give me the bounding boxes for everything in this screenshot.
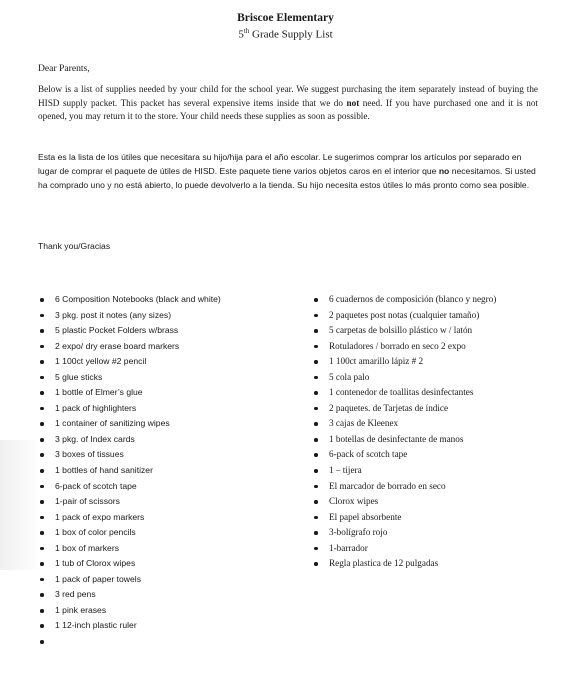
list-subtitle bbox=[0, 27, 571, 41]
supply-list-item: 1 pack of paper towels bbox=[38, 572, 221, 588]
supply-list-spanish bbox=[312, 292, 496, 572]
supply-list-item: 1 pack of expo markers bbox=[38, 510, 221, 526]
subtitle-text: Grade Supply List bbox=[249, 28, 333, 41]
supply-list-item: 1 container of sanitizing wipes bbox=[38, 416, 221, 432]
grade-number: 5 bbox=[238, 28, 244, 41]
supply-list-item: El marcador de borrado en seco bbox=[312, 479, 496, 495]
supply-list-item bbox=[38, 634, 221, 650]
supply-list-item: El papel absorbente bbox=[312, 510, 496, 526]
supply-list-item: 1 botellas de desinfectante de manos bbox=[312, 432, 496, 448]
supply-list-item: 3 pkg. post it notes (any sizes) bbox=[38, 308, 221, 324]
supply-list-item: 3 red pens bbox=[38, 587, 221, 603]
greeting: Dear Parents, bbox=[38, 63, 90, 74]
supply-list-item: 2 paquetes. de Tarjetas de índice bbox=[312, 401, 496, 417]
supply-list-english bbox=[38, 292, 221, 650]
supply-list-item: 1 bottles of hand sanitizer bbox=[38, 463, 221, 479]
supply-list-item: Clorox wipes bbox=[312, 494, 496, 510]
supply-list-item: 3 pkg. of Index cards bbox=[38, 432, 221, 448]
supply-list-item: 1-pair of scissors bbox=[38, 494, 221, 510]
supply-list-item: Regla plastica de 12 pulgadas bbox=[312, 556, 496, 572]
supply-list-item: 2 paquetes post notas (cualquier tamaño) bbox=[312, 308, 496, 324]
english-paragraph bbox=[38, 83, 538, 124]
supply-list-item: 1 pack of highlighters bbox=[38, 401, 221, 417]
supply-list-item: 1 box of markers bbox=[38, 541, 221, 557]
supply-list-item: 5 cola palo bbox=[312, 370, 496, 386]
supply-list-item: 1-barrador bbox=[312, 541, 496, 557]
supply-list-item: 1 tub of Clorox wipes bbox=[38, 556, 221, 572]
closing: Thank you/Gracias bbox=[38, 241, 111, 251]
supply-list-item: 3 boxes of tissues bbox=[38, 447, 221, 463]
english-emphasis: not bbox=[346, 97, 360, 108]
grade-suffix: th bbox=[243, 27, 250, 35]
supply-list-item: 1 pink erases bbox=[38, 603, 221, 619]
spanish-emphasis: no bbox=[438, 166, 450, 177]
supply-list-item: 6-pack of scotch tape bbox=[38, 479, 221, 495]
supply-list-item: 1 100ct amarillo lápiz # 2 bbox=[312, 354, 496, 370]
supply-list-item: 5 plastic Pocket Folders w/brass bbox=[38, 323, 221, 339]
scan-smudge bbox=[0, 440, 40, 570]
supply-list-item: 1 12-inch plastic ruler bbox=[38, 618, 221, 634]
supply-list-item: 3-bolígrafo rojo bbox=[312, 525, 496, 541]
supply-list-item: 1 contenedor de toallitas desinfectantes bbox=[312, 385, 496, 401]
spanish-paragraph bbox=[38, 150, 538, 193]
supply-list-item: 3 cajas de Kleenex bbox=[312, 416, 496, 432]
supply-list-item: 1 bottle of Elmer’s glue bbox=[38, 385, 221, 401]
supply-list-item: 5 carpetas de bolsillo plástico w / latón bbox=[312, 323, 496, 339]
supply-list-item: 6 Composition Notebooks (black and white) bbox=[38, 292, 221, 308]
english-text-part1: Below is a list of supplies needed by your child for the school year. We suggest purchasing the item separately instead of buying the HISD supply packet. This packet has several expensive items inside that we do bbox=[38, 84, 538, 108]
spanish-text-part1: Esta es la lista de los útiles que necesitara su hijo/hija para el año escolar. Le sugerimos comprar los artículos por separado en lugar de comprar el paquete de útiles de HISD. Este paquete tiene varios objetos caros en el interior que bbox=[38, 152, 522, 177]
spanish-text-part2: necesitamos. Si usted ha comprado uno y no está abierto, lo puede devolverlo a la tienda. Su hijo necesita estos útiles lo más pronto como sea posible. bbox=[38, 166, 536, 191]
supply-list-item: Rotuladores / borrado en seco 2 expo bbox=[312, 339, 496, 355]
school-name: Briscoe Elementary bbox=[237, 12, 334, 24]
supply-list-item: 1 – tijera bbox=[312, 463, 496, 479]
supply-list-item: 1 box of color pencils bbox=[38, 525, 221, 541]
supply-list-item: 1 100ct yellow #2 pencil bbox=[38, 354, 221, 370]
supply-list-item: 5 glue sticks bbox=[38, 370, 221, 386]
supply-list-item: 6-pack of scotch tape bbox=[312, 447, 496, 463]
supply-list-item: 6 cuadernos de composición (blanco y negro) bbox=[312, 292, 496, 308]
english-text-part2: need. If you have purchased one and it is not opened, you may return it to the store. Your child needs these supplies as soon as possible. bbox=[38, 97, 538, 122]
supply-list-item: 2 expo/ dry erase board markers bbox=[38, 339, 221, 355]
